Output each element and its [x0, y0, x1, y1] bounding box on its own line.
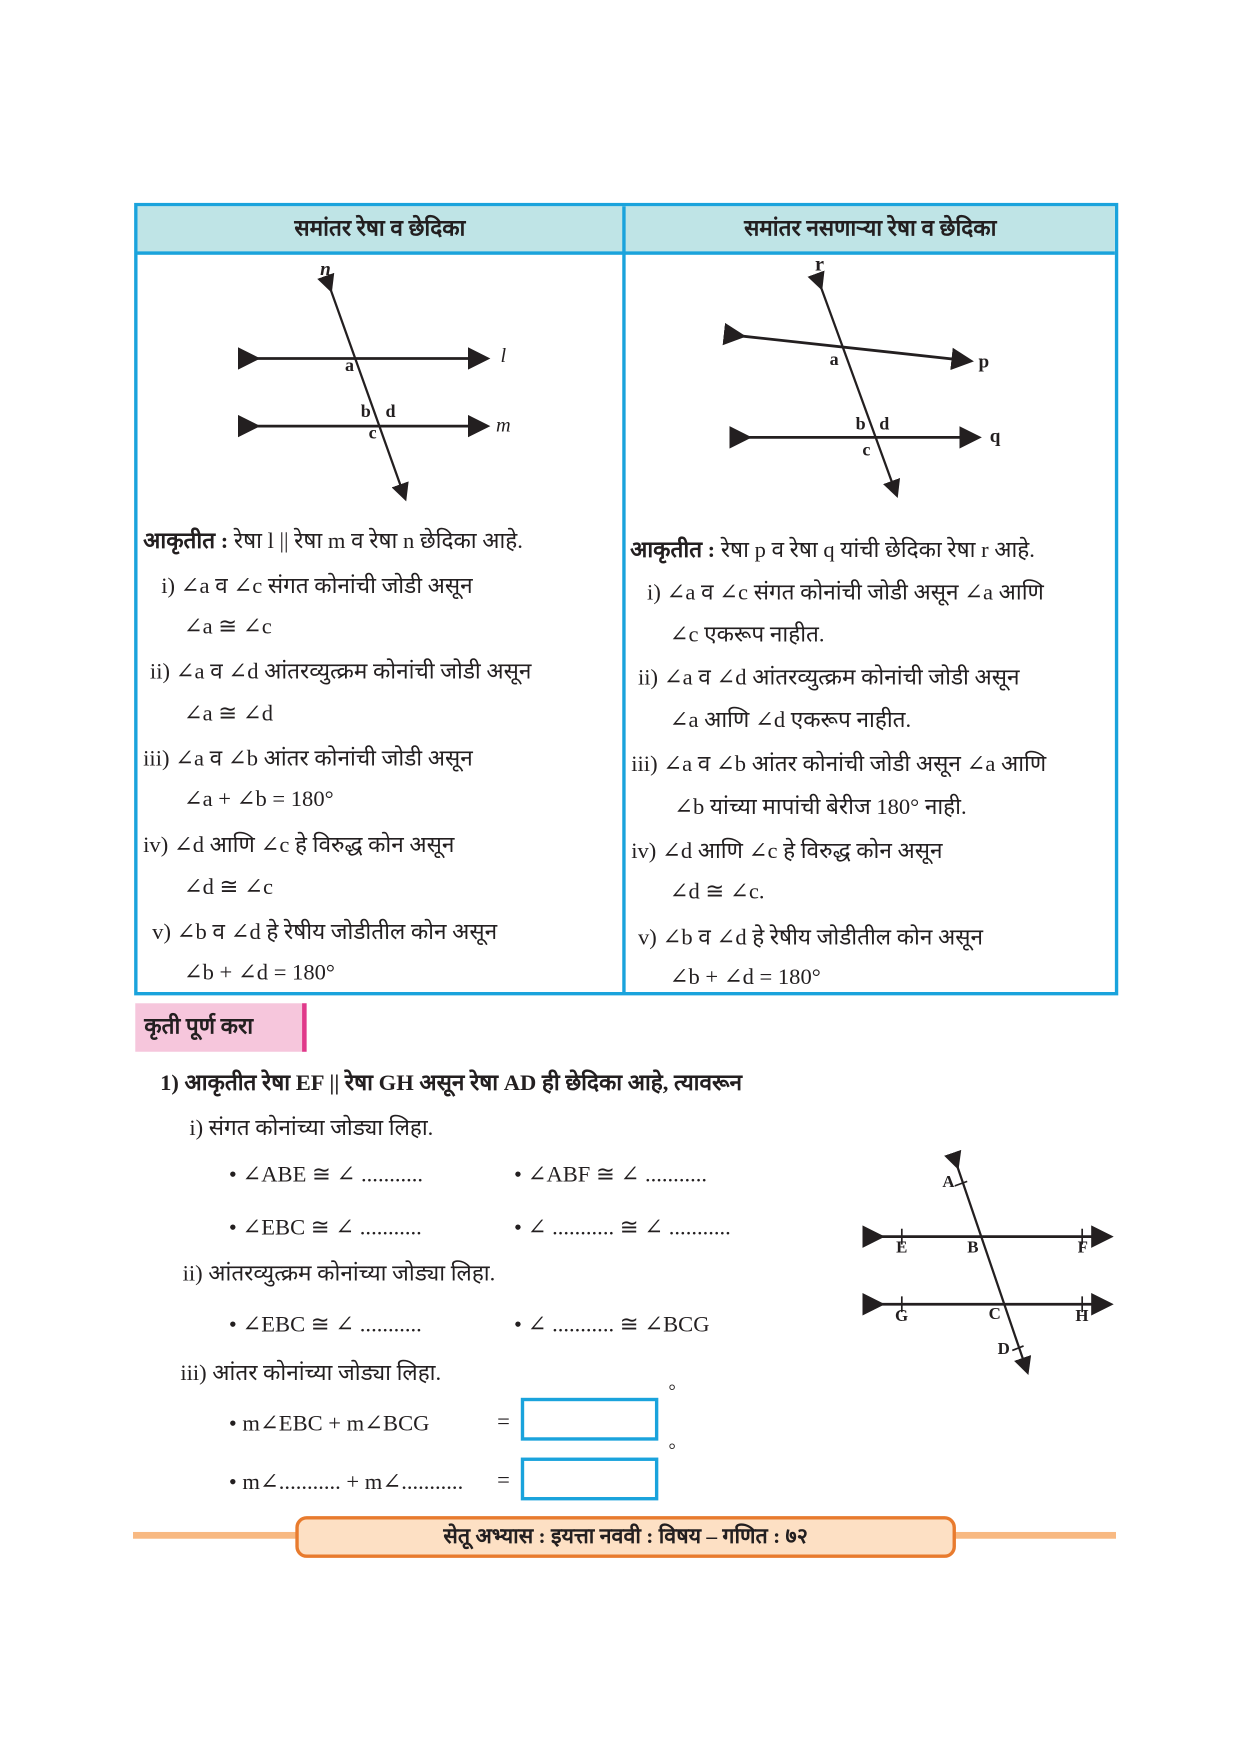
right-line-4: ∠a आणि ∠d एकरूप नाहीत.: [669, 707, 912, 733]
left-line-3: ii) ∠a व ∠d आंतरव्युत्क्रम कोनांची जोडी असून: [149, 659, 532, 685]
left-line-1: i) ∠a व ∠c संगत कोनांची जोडी असून: [161, 573, 473, 599]
activity-heading: कृती पूर्ण करा: [135, 1003, 306, 1051]
label-m: m: [495, 413, 511, 437]
label-d: d: [385, 402, 396, 422]
header-parallel: समांतर रेषा व छेदिका: [294, 216, 466, 242]
right-line-8: ∠d ≅ ∠c.: [669, 879, 765, 905]
label-H: H: [1075, 1307, 1089, 1326]
left-statement: आकृतीत : रेषा l || रेषा m व रेषा n छेदिका आहे.: [143, 528, 523, 554]
left-line-9: v) ∠b व ∠d हे रेषीय जोडीतील कोन असून: [152, 919, 498, 945]
sum-item-2: • m∠........... + m∠...........: [228, 1469, 464, 1495]
sub-question-2: ii) आंतरव्युत्क्रम कोनांच्या जोड्या लिहा.: [182, 1261, 496, 1287]
label-G: G: [895, 1307, 909, 1326]
right-line-9: v) ∠b व ∠d हे रेषीय जोडीतील कोन असून: [638, 925, 983, 951]
right-line-1: i) ∠a व ∠c संगत कोनांची जोडी असून ∠a आणि: [647, 580, 1044, 606]
left-line-8: ∠d ≅ ∠c: [183, 874, 273, 900]
label-b-right: b: [855, 414, 866, 434]
blank-item: • ∠ABF ≅ ∠ ...........: [514, 1162, 708, 1188]
answer-box-1[interactable]: [521, 1398, 659, 1441]
label-d-right: d: [879, 414, 890, 434]
right-line-5: iii) ∠a व ∠b आंतर कोनांची जोडी असून ∠a आणि: [631, 751, 1047, 777]
line-ad: [957, 1166, 1027, 1371]
activity-question: 1) आकृतीत रेषा EF || रेषा GH असून रेषा AD ही छेदिका आहे, त्यावरून: [160, 1070, 743, 1096]
label-c-right: c: [862, 440, 871, 460]
equals-sign: =: [497, 1467, 510, 1493]
label-D: D: [997, 1340, 1010, 1359]
blank-item: • ∠ ........... ≅ ∠ ...........: [514, 1215, 731, 1240]
label-p: p: [978, 350, 990, 372]
label-l: l: [500, 343, 507, 367]
degree-sign: °: [668, 1382, 676, 1402]
left-line-10: ∠b + ∠d = 180°: [183, 960, 335, 986]
header-nonparallel: समांतर नसणाऱ्या रेषा व छेदिका: [744, 216, 997, 242]
label-B: B: [967, 1238, 979, 1257]
sub-question-3: iii) आंतर कोनांच्या जोड्या लिहा.: [180, 1360, 442, 1386]
statement-prefix: आकृतीत :: [143, 528, 229, 554]
label-r: r: [815, 252, 825, 276]
label-E: E: [896, 1238, 908, 1257]
label-C: C: [988, 1305, 1001, 1324]
right-line-3: ii) ∠a व ∠d आंतरव्युत्क्रम कोनांची जोडी असून: [638, 665, 1020, 690]
transversal-r: [821, 286, 897, 493]
right-line-7: iv) ∠d आणि ∠c हे विरुद्ध कोन असून: [631, 838, 943, 864]
blank-item: • ∠EBC ≅ ∠ ...........: [228, 1312, 422, 1337]
label-A: A: [942, 1173, 955, 1192]
right-line-6: ∠b यांच्या मापांची बेरीज 180° नाही.: [674, 794, 967, 820]
left-line-5: iii) ∠a व ∠b आंतर कोनांची जोडी असून: [143, 746, 473, 772]
sum-item-1: • m∠EBC + m∠BCG: [228, 1411, 430, 1437]
degree-sign: °: [668, 1440, 676, 1460]
right-statement: आकृतीत : रेषा p व रेषा q यांची छेदिका रेषा r आहे.: [630, 537, 1035, 563]
nonparallel-lines-figure: [741, 286, 977, 493]
label-a: a: [344, 356, 354, 376]
footer-banner: सेतू अभ्यास : इयत्ता नववी : विषय – गणित : ७२: [295, 1516, 956, 1558]
left-line-6: ∠a + ∠b = 180°: [183, 786, 334, 812]
statement-prefix: आकृतीत :: [630, 537, 716, 563]
blank-item: • ∠EBC ≅ ∠ ...........: [228, 1215, 422, 1240]
right-line-10: ∠b + ∠d = 180°: [669, 964, 821, 990]
equals-sign: =: [497, 1409, 510, 1434]
label-c: c: [368, 423, 377, 444]
left-line-4: ∠a ≅ ∠d: [183, 701, 273, 726]
parallel-lines-figure: [255, 289, 485, 498]
label-a-right: a: [829, 350, 839, 370]
left-line-2: ∠a ≅ ∠c: [183, 614, 272, 640]
left-line-7: iv) ∠d आणि ∠c हे विरुद्ध कोन असून: [143, 833, 455, 858]
label-n: n: [320, 258, 331, 280]
transversal-n: [330, 289, 404, 498]
right-line-2: ∠c एकरूप नाहीत.: [669, 622, 825, 648]
line-p: [741, 336, 969, 361]
label-b: b: [360, 402, 371, 422]
answer-box-2[interactable]: [521, 1458, 659, 1501]
activity-figure: [879, 1166, 1108, 1371]
sub-question-1: i) संगत कोनांच्या जोड्या लिहा.: [189, 1115, 434, 1141]
label-F: F: [1077, 1238, 1089, 1257]
blank-item: • ∠ABE ≅ ∠ ...........: [228, 1162, 424, 1188]
label-q: q: [989, 424, 1001, 447]
blank-item: • ∠ ........... ≅ ∠BCG: [514, 1312, 710, 1337]
